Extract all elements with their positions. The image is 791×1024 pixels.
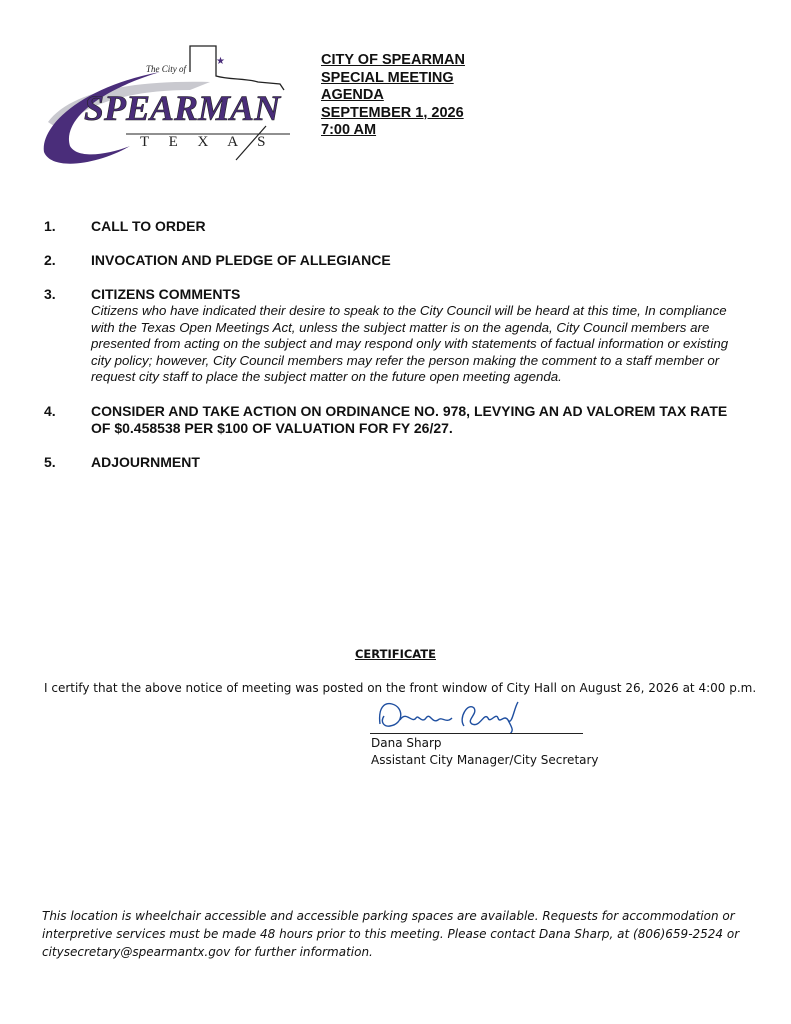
certificate-text: I certify that the above notice of meeting was posted on the front window of City Hall on August 26, 2026 at 4:00 p.m. <box>44 681 757 695</box>
agenda-item-number: 5. <box>44 453 56 470</box>
signer-name: Dana Sharp <box>371 736 442 750</box>
svg-text:T E X A S: T E X A S <box>140 134 274 150</box>
agenda-item <box>44 286 749 386</box>
agenda-item <box>44 454 749 471</box>
agenda-item <box>44 252 749 269</box>
agenda-item-title: ADJOURNMENT <box>91 453 200 470</box>
agenda-item-number: 1. <box>44 218 56 234</box>
signer-title: Assistant City Manager/City Secretary <box>371 753 599 767</box>
agenda-item-number: 3. <box>44 286 56 302</box>
city-logo <box>40 42 300 172</box>
agenda-item-title: CONSIDER AND TAKE ACTION ON ORDINANCE NO. 978, LEVYING AN AD VALOREM TAX RATE OF $0.458538 PER $100 OF VALUATION FOR FY 26/27. <box>91 402 728 436</box>
signer-block <box>371 735 599 769</box>
signature-line <box>370 733 583 734</box>
header-date: SEPTEMBER 1, 2026 <box>321 104 464 121</box>
meeting-header <box>321 52 465 140</box>
agenda-items <box>44 218 749 488</box>
header-agenda: AGENDA <box>321 87 384 103</box>
agenda-item-number: 4. <box>44 402 56 419</box>
accessibility-notice: This location is wheelchair accessible and accessible parking spaces are available. Requests for accommodation or interpretive services must be made 48 hours prior to this meeting. Please contact Dana Sharp, at (806)659-2524 or citysecretary@spearmantx.gov for further information. <box>42 909 740 959</box>
agenda-item-title: CITIZENS COMMENTS <box>91 286 241 302</box>
agenda-item-number: 2. <box>44 252 56 268</box>
agenda-item-title: CALL TO ORDER <box>91 218 206 234</box>
agenda-item <box>44 403 749 437</box>
signature-image <box>370 698 585 734</box>
header-time: 7:00 AM <box>321 122 377 138</box>
svg-text:The City of: The City of <box>146 64 186 74</box>
certificate-title: CERTIFICATE <box>354 647 437 661</box>
svg-text:★: ★ <box>216 56 225 67</box>
header-meeting-type: SPECIAL MEETING <box>321 69 454 86</box>
svg-text:SPEARMAN: SPEARMAN <box>84 88 281 128</box>
header-city: CITY OF SPEARMAN <box>321 52 465 68</box>
agenda-item-description: Citizens who have indicated their desire to speak to the City Council will be heard at this time, In compliance with the Texas Open Meetings Act, unless the subject matter is on the agenda, City Council members are presented from acting on the subject and may respond only with statements of factual information or existing city policy; however, City Council members may refer the person making the comment to a staff member or request city staff to place the subject matter on the future open meeting agenda. <box>91 303 729 384</box>
agenda-item <box>44 218 749 235</box>
agenda-item-title: INVOCATION AND PLEDGE OF ALLEGIANCE <box>91 252 391 268</box>
